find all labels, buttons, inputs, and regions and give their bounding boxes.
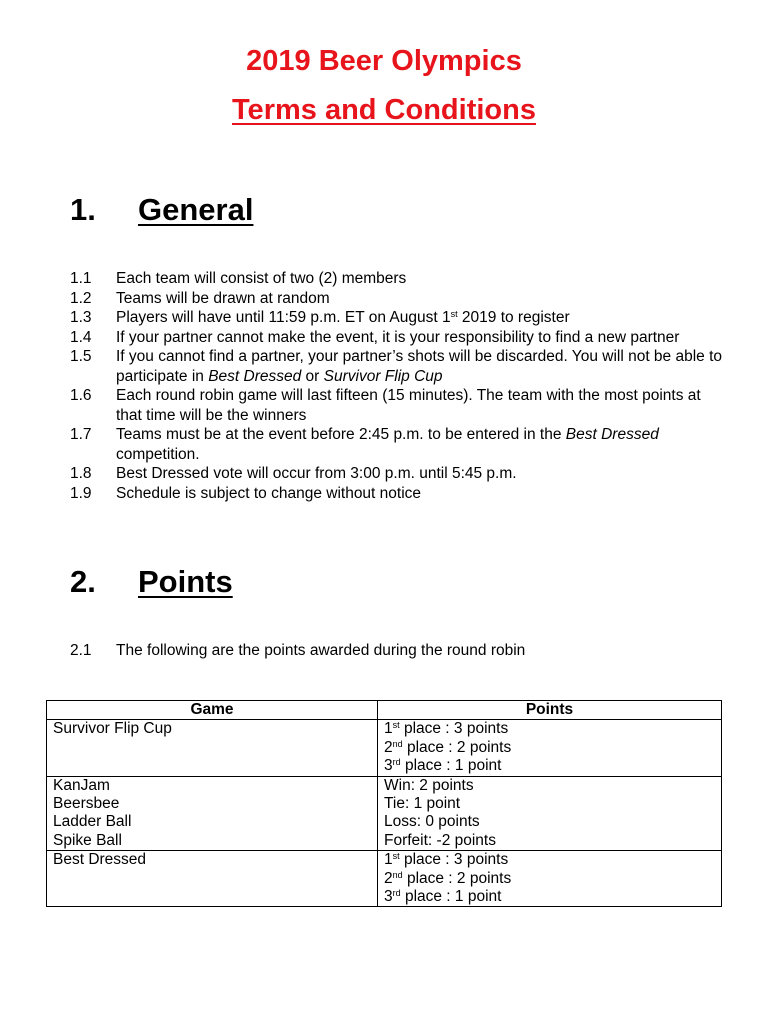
table-row <box>47 720 722 776</box>
points-line: 2nd place : 2 points <box>384 738 512 756</box>
item-text-part: Teams must be at the event before 2:45 p.m. to be entered in the <box>116 426 566 443</box>
item-text-part: or <box>301 367 324 385</box>
points-intro <box>70 641 730 661</box>
game-name: Beersbee <box>53 795 120 813</box>
table-row <box>47 776 722 851</box>
item-emphasis: Best Dressed <box>565 426 659 443</box>
points-line: Forfeit: -2 points <box>384 831 496 849</box>
ordinal-suffix: st <box>450 309 458 319</box>
document-title: 2019 Beer Olympics <box>246 45 522 77</box>
points-line: 3rd place : 1 point <box>384 757 502 775</box>
points-cell <box>378 720 722 776</box>
column-header-points: Points <box>378 701 722 720</box>
item-text-part: 2019 to register <box>457 309 570 326</box>
list-item <box>70 269 730 289</box>
section-number: 2. <box>70 564 96 599</box>
item-number: 1.8 <box>70 465 92 482</box>
game-name: KanJam <box>53 776 110 794</box>
column-header-game: Game <box>47 701 378 720</box>
item-text: Each team will consist of two (2) members <box>116 270 407 287</box>
points-line: Win: 2 points <box>384 776 474 794</box>
list-item <box>70 386 730 425</box>
points-line: Loss: 0 points <box>384 813 480 831</box>
game-cell <box>47 776 378 851</box>
item-number: 1.1 <box>70 270 92 287</box>
table-header-row <box>47 701 722 720</box>
game-name: Best Dressed <box>53 851 147 869</box>
item-number: 2.1 <box>70 642 92 659</box>
game-name: Survivor Flip Cup <box>53 720 172 738</box>
list-item <box>70 328 730 348</box>
general-rules-list <box>70 269 730 503</box>
item-text: If your partner cannot make the event, it is your responsibility to find a new partner <box>116 328 680 346</box>
item-number: 1.4 <box>70 328 92 346</box>
list-item <box>70 289 730 309</box>
points-cell <box>378 851 722 907</box>
item-text-part: If you cannot find a partner, your partner’s shots will be discarded. You will not be able to participate in <box>116 348 723 385</box>
points-table <box>46 700 722 907</box>
points-line: 2nd place : 2 points <box>384 869 512 887</box>
item-text: The following are the points awarded during the round robin <box>116 642 526 659</box>
points-line: 3rd place : 1 point <box>384 888 502 906</box>
section-title: Points <box>138 564 233 599</box>
points-line: Tie: 1 point <box>384 795 461 813</box>
list-item <box>70 308 730 328</box>
item-number: 1.6 <box>70 387 92 404</box>
game-cell <box>47 720 378 776</box>
section-heading-points <box>70 564 233 600</box>
document-subtitle: Terms and Conditions <box>232 94 536 126</box>
item-number: 1.7 <box>70 426 92 443</box>
list-item <box>70 347 730 386</box>
game-name: Spike Ball <box>53 831 122 849</box>
item-text-part: Players will have until 11:59 p.m. ET on August 1 <box>116 309 451 326</box>
points-cell <box>378 776 722 851</box>
list-item <box>70 425 730 464</box>
item-text <box>116 347 730 386</box>
item-emphasis: Best Dressed <box>208 367 302 385</box>
section-heading-general <box>70 192 253 228</box>
game-cell <box>47 851 378 907</box>
item-number: 1.3 <box>70 309 92 326</box>
item-text: Each round robin game will last fifteen (15 minutes). The team with the most points at that time will be the winners <box>116 387 701 424</box>
points-line: 1st place : 3 points <box>384 851 509 869</box>
list-item <box>70 464 730 484</box>
section-number: 1. <box>70 192 96 227</box>
item-text <box>116 425 730 464</box>
table-row <box>47 851 722 907</box>
item-number: 1.5 <box>70 348 92 365</box>
list-item <box>70 484 730 504</box>
item-text: Best Dressed vote will occur from 3:00 p.m. until 5:45 p.m. <box>116 465 517 482</box>
section-title: General <box>138 192 254 227</box>
item-text <box>116 308 730 328</box>
item-text-part: competition. <box>116 445 200 463</box>
item-emphasis: Survivor Flip Cup <box>323 367 443 385</box>
item-text: Schedule is subject to change without notice <box>116 484 422 502</box>
points-line: 1st place : 3 points <box>384 720 509 738</box>
item-number: 1.9 <box>70 484 92 502</box>
item-text: Teams will be drawn at random <box>116 289 330 307</box>
item-number: 1.2 <box>70 289 92 307</box>
game-name: Ladder Ball <box>53 813 132 831</box>
